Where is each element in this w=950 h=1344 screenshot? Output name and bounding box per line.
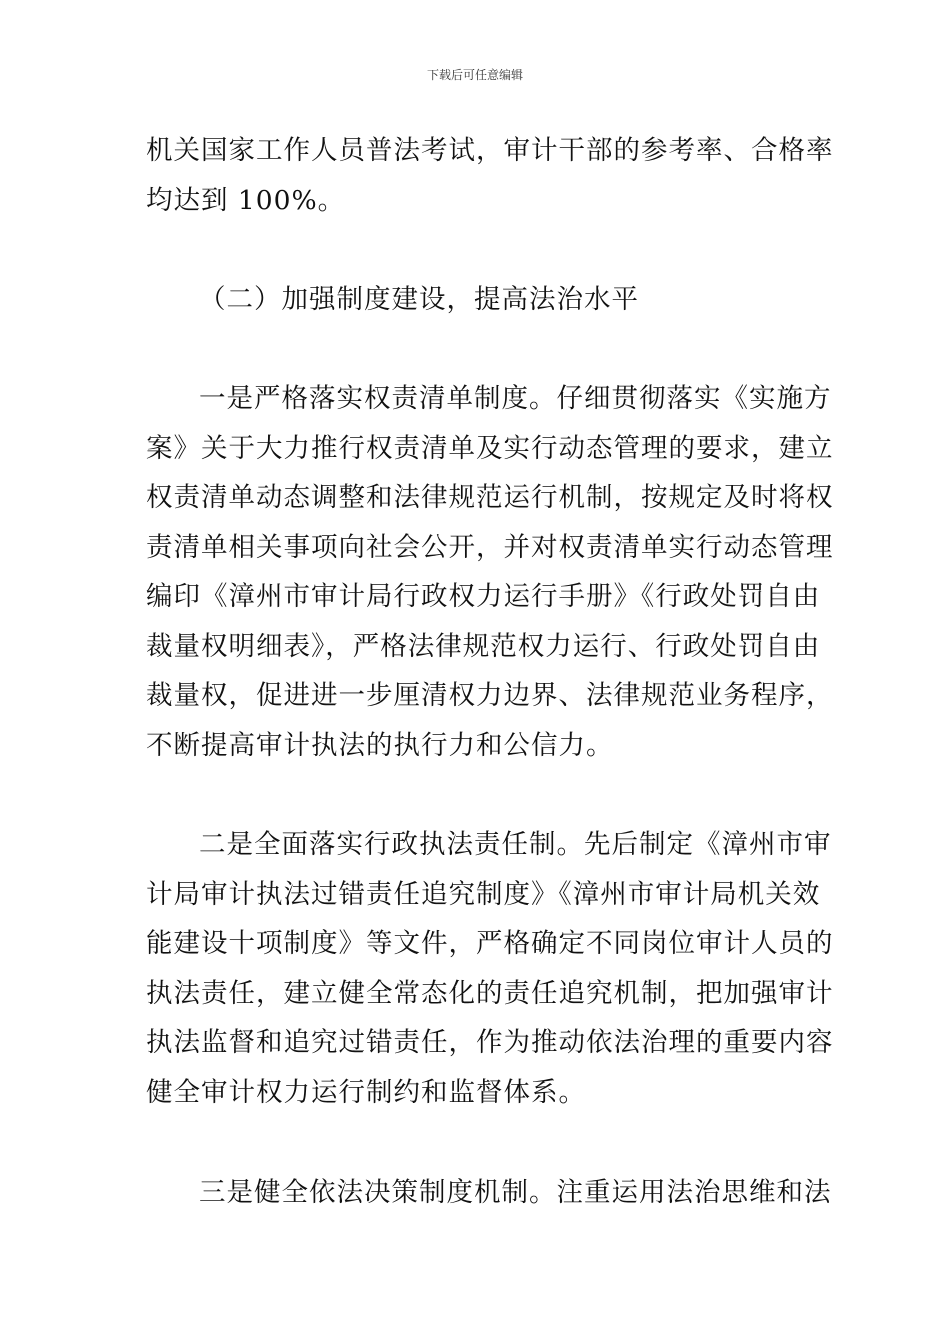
text-line: 执法监督和追究过错责任，作为推动依法治理的重要内容 (146, 1027, 834, 1058)
text-line: 机关国家工作人员普法考试，审计干部的参考率、合格率 (146, 135, 834, 166)
paragraph-power-list (146, 374, 834, 770)
paragraph-decision (146, 1168, 832, 1218)
text-line: 能建设十项制度》等文件，严格确定不同岗位审计人员的 (146, 928, 834, 959)
text-line: 二是全面落实行政执法责任制。先后制定《漳州市审 (199, 829, 832, 860)
paragraph-enforcement (146, 820, 834, 1117)
text-line: 健全审计权力运行制约和监督体系。 (146, 1076, 586, 1108)
text-line: 裁量权，促进进一步厘清权力边界、法律规范业务程序， (146, 680, 834, 711)
text-line: 一是严格落实权责清单制度。仔细贯彻落实《实施方 (199, 383, 832, 414)
text-line: 三是健全依法决策制度机制。注重运用法治思维和法 (199, 1177, 832, 1208)
text-line: 执法责任，建立健全常态化的责任追究机制，把加强审计 (146, 977, 834, 1009)
text-line: 编印《漳州市审计局行政权力运行手册》《行政处罚自由 (146, 581, 821, 612)
text-line: 裁量权明细表》，严格法律规范权力运行、行政处罚自由 (146, 630, 821, 662)
header-note: 下载后可任意编辑 (426, 68, 523, 82)
text-line: 均达到 100%。 (146, 184, 346, 216)
text-line: 案》关于大力推行权责清单及实行动态管理的要求，建立 (146, 432, 834, 464)
text-line: 计局审计执法过错责任追究制度》《漳州市审计局机关效 (146, 878, 821, 910)
text-line: 不断提高审计执法的执行力和公信力。 (146, 729, 614, 761)
text-line: （二）加强制度建设，提高法治水平 (199, 284, 639, 315)
text-line: 责清单相关事项向社会公开，并对权责清单实行动态管理 (146, 531, 834, 563)
section-heading (146, 275, 816, 325)
text-line: 权责清单动态调整和法律规范运行机制，按规定及时将权 (146, 482, 834, 513)
paragraph-continuation (146, 126, 834, 225)
